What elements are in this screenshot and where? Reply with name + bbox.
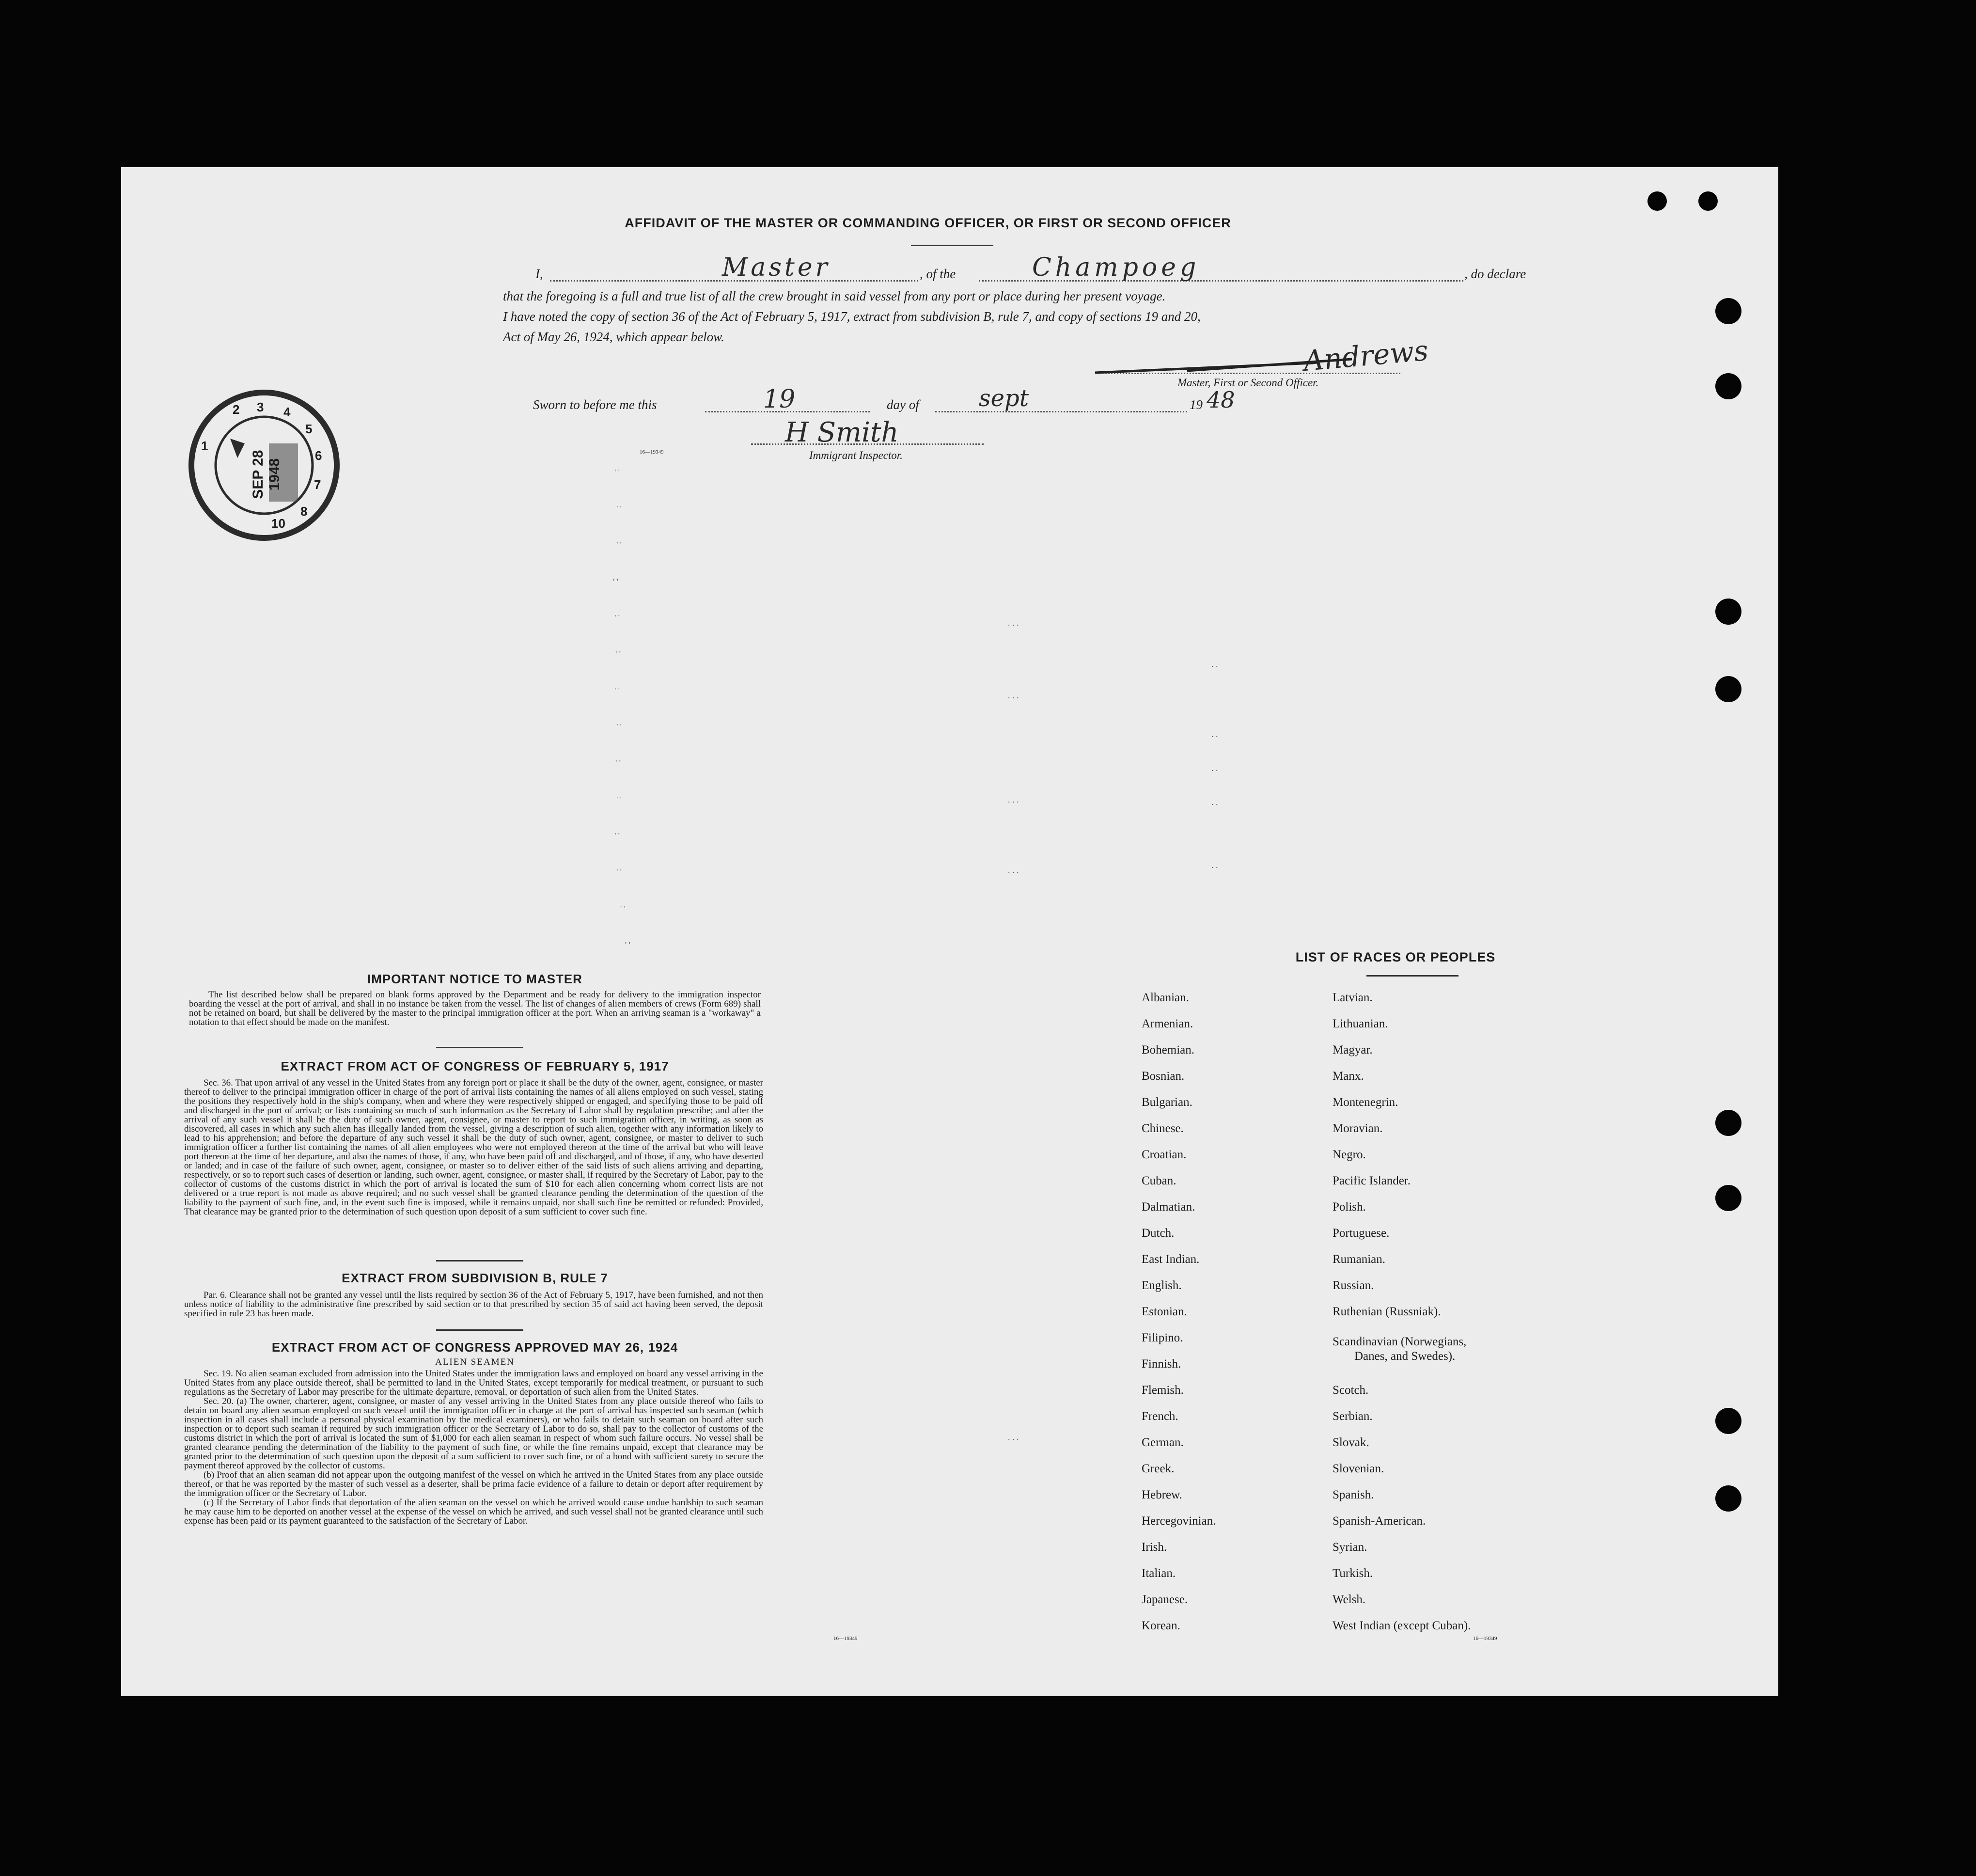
sworn-day: 19 — [763, 385, 796, 414]
sworn-prefix: Sworn to before me this — [533, 397, 657, 412]
race-item: Welsh. — [1333, 1593, 1366, 1606]
affidavit-line2: that the foregoing is a full and true list of all the crew brought in said vessel from any port or place during her present voyage. — [503, 289, 1166, 303]
race-item: Korean. — [1142, 1619, 1180, 1632]
race-item: Ruthenian (Russniak). — [1333, 1305, 1441, 1318]
race-item: Lithuanian. — [1333, 1017, 1388, 1030]
stamp-digit: 3 — [257, 400, 264, 414]
race-item: Russian. — [1333, 1279, 1374, 1292]
race-item: Polish. — [1333, 1200, 1366, 1214]
rule7-text: Par. 6. Clearance shall not be granted any vessel until the lists required by section 36 of the Act of February 5, 1917, have been furnished, and not then unless notice of liability to the administrative fine prescribed by said section or to that prescribed by section 35 of said act having been served, the deposit specified in rule 23 has been made. — [184, 1290, 763, 1319]
race-item: Dutch. — [1142, 1227, 1175, 1240]
race-item: Spanish. — [1333, 1488, 1374, 1501]
sworn-line — [121, 385, 1778, 426]
punch-hole — [1698, 191, 1718, 211]
filled-name: Master — [722, 253, 831, 282]
punch-hole — [1715, 298, 1741, 324]
extract-1924-title: EXTRACT FROM ACT OF CONGRESS APPROVED MAY 26, 1924 — [271, 1340, 678, 1355]
race-item: Turkish. — [1333, 1567, 1373, 1580]
punch-hole — [1715, 676, 1741, 702]
race-item: Finnish. — [1142, 1357, 1181, 1371]
manifest-page: AFFIDAVIT OF THE MASTER OR COMMANDING OFFICER, OR FIRST OR SECOND OFFICER I, Master , of the Champoeg , do declare that the foregoing is a full and true list of all the crew brought in said vessel from any port or place during her present voyage. I have noted the copy of section 36 of the Act of February 5, 1917, extract from subdivision B, rule 7, and copy of sections 19 and 20, Act of May 26, 1924, which appear below. Andrews Master, First or Second Officer. Sworn to before me this 19 day of sept 19 48 H Smith 16—19349 Immigrant Inspector. SEP 28 1948 3 4 5 6 7 8 10 2 1 ' ' ' ' ' ' ' ' ' ' ' ' ' ' ' ' ' ' ' ' ' ' ' ' ' ' ' ' . . . . . . . . . . . . . . . . . . . . . . . . . IMPORTANT NOTICE TO MASTER The list described below shall be prepared on blank forms approved by the Department and be ready for delivery to the immigration inspector boarding the vessel at the port of arrival, and shall in no instance be taken from the vessel. The list of changes of alien members of crews (Form 689) shall not be retained on board, but shall be delivered by the master to the principal immigration officer at the port. When an arriving seaman is a "workaway" a notation to that effect should be made on the manifest. EXTRACT FROM ACT OF CONGRESS OF FEBRUARY 5, 1917 Sec. 36. That upon arrival of any vessel in the United States from any foreign port or place it shall be the duty of the owner, agent, consignee, or master thereof to deliver to the principal immigration officer in charge of the port of arrival lists containing the names of all aliens employed on such vessel, stating the positions they respectively hold in the ship's company, when and where they were respectively shipped or engaged, and specifying those to be paid off and discharged in the port of arrival; or lists containing so much of such information as the Secretary of Labor shall by regulation prescribe; and after the arrival of any such vessel it shall be the duty of such owner, agent, consignee, or master to report to such immigration officer, in writing, as soon as discovered, all cases in which any such alien has illegally landed from the vessel, giving a description of such alien, together with any information likely to lead to his apprehension; and before the departure of any such vessel it shall be the duty of such owner, agent, consignee, or master to deliver to such immigration officer a further list containing the names of all alien employees who were not employed thereon at the time of the arrival but who will leave port thereon at the time of her departure, and also the names of those, if any, who have been paid off and discharged, and of those, if any, who have deserted or landed; and in case of the failure of such owner, agent, consignee, or master so to deliver either of the said lists of such aliens arriving and departing, respectively, or so to report such cases of desertion or landing, such owner, agent, consignee, or master shall, if required by the Secretary of Labor, pay to the collector of customs of the customs district in which the port of arrival is located the sum of $10 for each alien concerning whom correct lists are not delivered or a true report is not made as above required; and no such vessel shall be granted clearance pending the determination of the question of the liability to the payment of such fine, and, in the event such fine is imposed, while it remains unpaid, nor shall such fine be remitted or refunded: Provided, That clearance may be granted prior to the determination of such question upon deposit of a sum sufficient to cover such fine. EXTRACT FROM SUBDIVISION B, RULE 7 Par. 6. Clearance shall not be granted any vessel until the lists required by section 36 of the Act of February 5, 1917, have been furnished, and not then unless notice of liability to the administrative fine prescribed by said section or to that prescribed by section 35 of said act having been served, the deposit specified in rule 23 has been made. EXTRACT FROM ACT OF CONGRESS APPROVED MAY 26, 1924 ALIEN SEAMEN Sec. 19. No alien seaman excluded from admission into the United States under the immigration laws and employed on board any vessel arriving in the United States from any place outside thereof, shall be permitted to land in the United States, except temporarily for medical treatment, or pursuant to such regulations as the Secretary of Labor may prescribe for the ultimate departure, removal, or deportation of such alien from the United States. Sec. 20. (a) The owner, charterer, agent, consignee, or master of any vessel arriving in the United States from any place outside thereof who fails to detain on board any alien seaman employed on such vessel until the immigration officer in charge at the port of arrival has inspected such seaman (which inspection in all cases shall include a personal physical examination by the medical examiners), or who fails to detain such seaman on board after such inspection or to deport such seaman if required by such immigration officer or the Secretary of Labor to do so, shall pay to the collector of customs of the customs district in which the port of arrival is located the sum of $1,000 for each alien seaman in respect of whom such failure occurs. No vessel shall be granted clearance pending the determination of the liability to the payment of such fine, or while the fine remains unpaid, except that clearance may be granted prior to the determination of such question upon the deposit of a sum sufficient to cover such fine, or of a bond with sufficient surety to secure the payment thereof approved by the collector of customs. (b) Proof that an alien seaman did not appear upon the outgoing manifest of the vessel on which he arrived in the United States from any place outside thereof, or that he was reported by the master of such vessel as a deserter, shall be prima facie evidence of a failure to detain or deport after requirement by the immigration officer or the Secretary of Labor. (c) If the Secretary of Labor finds that deportation of the alien seaman on the vessel on which he arrived would cause undue hardship to such seaman he may cause him to be deported on another vessel at the expense of the vessel on which he arrived, and such vessel shall not be granted clearance until such expense has been paid or its payment guaranteed to the satisfaction of the Secretary of Labor. 16—19349 LIST OF RACES OR PEOPLES Albanian. Armenian. Bohemian. Bosnian. Bulgarian. Chinese. Croatian. Cuban. Dalmatian. Dutch. East Indian. English. Estonian. Filipino. Finnish. Flemish. French. German. Greek. Hebrew. Hercegovinian. Irish. Italian. Japanese. Korean. Latvian. Lithuanian. Magyar. Manx. Montenegrin. Moravian. Negro. Pacific Islander. Polish. Portuguese. Rumanian. Russian. Ruthenian (Russniak). Scandinavian (Norwegians, Danes, and Swedes). Scotch. Serbian. Slovak. Slovenian. Spanish. Spanish-American. Syrian. Turkish. Welsh. West Indian (except Cuban). 16—19349 — [121, 167, 1778, 1696]
notice-text: The list described below shall be prepared on blank forms approved by the Department and be ready for delivery to the immigration inspector boarding the vessel at the port of arrival, and shall in no instance be taken from the vessel. The list of changes of alien members of crews (Form 689) shall not be retained on board, but shall be delivered by the master to the principal immigration officer at the port. When an arriving seaman is a "workaway" a notation to that effect should be made on the manifest. — [189, 990, 761, 1027]
race-item: Rumanian. — [1333, 1253, 1386, 1266]
race-item: English. — [1142, 1279, 1182, 1292]
extract-1917-text: Sec. 36. That upon arrival of any vessel in the United States from any foreign port or place it shall be the duty of the owner, agent, consignee, or master thereof to deliver to the principal immigration officer in charge of the port of arrival lists containing the names of all aliens employed on such vessel, stating the positions they respectively hold in the ship's company, when and where they were respectively shipped or engaged, and specifying those to be paid off and discharged in the port of arrival; or lists containing so much of such information as the Secretary of Labor shall by regulation prescribe; and after the arrival of any such vessel it shall be the duty of such owner, agent, consignee, or master to report to such immigration officer, in writing, as soon as discovered, all cases in which any such alien has illegally landed from the vessel, giving a description of such alien, together with any information likely to lead to his apprehension; and before the departure of any such vessel it shall be the duty of such owner, agent, consignee, or master to deliver to such immigration officer a further list containing the names of all alien employees who were not employed thereon at the time of the arrival but who will leave port thereon at the time of her departure, and also the names of those, if any, who have been paid off and discharged, and of those, if any, who have deserted or landed; and in case of the failure of such owner, agent, consignee, or master so to deliver either of the said lists of such aliens arriving and departing, respectively, or so to report such cases of desertion or landing, such owner, agent, consignee, or master shall, if required by the Secretary of Labor, pay to the collector of customs of the customs district in which the port of arrival is located the sum of $10 for each alien concerning whom correct lists are not delivered or a true report is not made as above required; and no such vessel shall be granted clearance pending the determination of the question of the liability to the payment of such fine, and, in the event such fine is imposed, while it remains unpaid, nor shall such fine be remitted or refunded: Provided, That clearance may be granted prior to the determination of such question upon deposit of a sum sufficient to cover such fine. — [184, 1078, 763, 1217]
extract-1917-title: EXTRACT FROM ACT OF CONGRESS OF FEBRUARY 5, 1917 — [281, 1059, 669, 1073]
race-item: Irish. — [1142, 1541, 1167, 1554]
race-item: Bosnian. — [1142, 1070, 1185, 1083]
signature-caption: Master, First or Second Officer. — [1177, 377, 1319, 389]
immigration-date-stamp — [184, 385, 344, 545]
race-item: Estonian. — [1142, 1305, 1187, 1318]
race-item: Danes, and Swedes). — [1354, 1350, 1456, 1363]
race-item: Hebrew. — [1142, 1488, 1182, 1501]
race-item: Filipino. — [1142, 1331, 1183, 1344]
race-item: East Indian. — [1142, 1253, 1200, 1266]
race-item: Serbian. — [1333, 1410, 1373, 1423]
stamp-digit: 7 — [314, 477, 321, 492]
stamp-digit: 10 — [271, 516, 285, 531]
punch-hole — [1715, 1185, 1741, 1211]
race-item: Scotch. — [1333, 1384, 1369, 1397]
title-rule — [911, 245, 993, 246]
race-item: Hercegovinian. — [1142, 1514, 1216, 1528]
race-item: Negro. — [1333, 1148, 1366, 1161]
race-item: Moravian. — [1333, 1122, 1383, 1135]
punch-hole — [1715, 1110, 1741, 1136]
race-item: French. — [1142, 1410, 1178, 1423]
race-item: Dalmatian. — [1142, 1200, 1195, 1214]
notice-title: IMPORTANT NOTICE TO MASTER — [367, 972, 582, 986]
race-item: Greek. — [1142, 1462, 1175, 1475]
month-blank — [935, 411, 1187, 412]
punch-hole — [1715, 1408, 1741, 1434]
inspector-signature: H Smith — [785, 417, 899, 448]
master-signature: Andrews — [1302, 333, 1430, 378]
race-item: Japanese. — [1142, 1593, 1188, 1606]
race-item: Pacific Islander. — [1333, 1174, 1411, 1187]
race-item: Syrian. — [1333, 1541, 1367, 1554]
race-item: Latvian. — [1333, 991, 1373, 1004]
race-item: Bulgarian. — [1142, 1096, 1192, 1109]
extract-1924-body — [184, 1369, 763, 1526]
sworn-year-prefix: 19 — [1190, 397, 1203, 412]
punch-hole — [1715, 373, 1741, 399]
race-item: Flemish. — [1142, 1384, 1184, 1397]
sworn-month: sept — [979, 385, 1029, 412]
inspector-blank — [751, 443, 984, 445]
race-item: Slovak. — [1333, 1436, 1369, 1449]
races-title: LIST OF RACES OR PEOPLES — [1295, 950, 1496, 964]
stamp-date: SEP 28 1948 — [250, 450, 282, 499]
affidavit-line1-prefix: I, — [535, 267, 543, 281]
stamp-digit: 8 — [300, 504, 308, 519]
punch-hole — [1715, 1485, 1741, 1512]
race-item: Armenian. — [1142, 1017, 1193, 1030]
rule7-rule — [436, 1329, 523, 1331]
race-item: West Indian (except Cuban). — [1333, 1619, 1471, 1632]
punch-hole — [1647, 191, 1667, 211]
extract-1924-subtitle: ALIEN SEAMEN — [435, 1357, 515, 1367]
stamp-digit: 6 — [315, 448, 322, 463]
race-item: Montenegrin. — [1333, 1096, 1398, 1109]
affidavit-line1-mid: , of the — [920, 267, 956, 281]
rule7-title: EXTRACT FROM SUBDIVISION B, RULE 7 — [342, 1271, 608, 1285]
extract-1917-rule — [436, 1260, 523, 1261]
affidavit-line1-suffix: , do declare — [1464, 267, 1526, 281]
affidavit-title: AFFIDAVIT OF THE MASTER OR COMMANDING OFFICER, OR FIRST OR SECOND OFFICER — [625, 216, 1231, 230]
notice-rule — [436, 1047, 523, 1048]
race-item: Croatian. — [1142, 1148, 1187, 1161]
race-item: Manx. — [1333, 1070, 1364, 1083]
race-item: Magyar. — [1333, 1043, 1373, 1056]
stamp-digit: 2 — [233, 402, 240, 417]
race-item: Scandinavian (Norwegians, — [1333, 1335, 1467, 1348]
race-item: Chinese. — [1142, 1122, 1184, 1135]
affidavit-form-number: 16—19349 — [640, 449, 664, 455]
stamp-digit: 5 — [305, 422, 313, 436]
affidavit-line3: I have noted the copy of section 36 of the Act of February 5, 1917, extract from subdivision B, rule 7, and copy of sections 19 and 20, — [503, 309, 1201, 324]
inspector-caption: Immigrant Inspector. — [809, 449, 903, 461]
affidavit-line4: Act of May 26, 1924, which appear below. — [503, 330, 724, 344]
sec20b-text: (b) Proof that an alien seaman did not appear upon the outgoing manifest of the vessel on which he arrived in the United States from any place outside thereof, or that he was reported by the master of such vessel as a deserter, shall be prima facie evidence of a failure to detain or deport after requirement by the immigration officer or the Secretary of Labor. — [184, 1470, 763, 1498]
stamp-digit: 1 — [201, 439, 208, 453]
race-item: Italian. — [1142, 1567, 1176, 1580]
sworn-day-label: day of — [887, 397, 919, 412]
sworn-year: 48 — [1207, 387, 1235, 413]
punch-hole — [1715, 599, 1741, 625]
race-item: Slovenian. — [1333, 1462, 1384, 1475]
signature-blank — [1100, 373, 1400, 374]
race-item: Albanian. — [1142, 991, 1189, 1004]
races-form-number: 16—19349 — [1473, 1636, 1497, 1641]
stamp-digit: 4 — [283, 405, 291, 419]
filled-vessel: Champoeg — [1032, 253, 1200, 282]
sec19-text: Sec. 19. No alien seaman excluded from admission into the United States under the immigration laws and employed on board any vessel arriving in the United States from any place outside thereof, shall be permitted to land in the United States, except temporarily for medical treatment, or pursuant to such regulations as the Secretary of Labor may prescribe for the ultimate departure, removal, or deportation of such alien from the United States. — [184, 1369, 763, 1397]
race-item: Cuban. — [1142, 1174, 1176, 1187]
extract-1924-form-number: 16—19349 — [833, 1636, 858, 1641]
races-rule — [1366, 975, 1458, 977]
affidavit-statement — [121, 253, 1778, 363]
sec20c-text: (c) If the Secretary of Labor finds that deportation of the alien seaman on the vessel on which he arrived would cause undue hardship to such seaman he may cause him to be deported on another vessel at the expense of the vessel on which he arrived, and such vessel shall not be granted clearance until such expense has been paid or its payment guaranteed to the satisfaction of the Secretary of Labor. — [184, 1498, 763, 1526]
race-item: German. — [1142, 1436, 1184, 1449]
sec20a-text: Sec. 20. (a) The owner, charterer, agent, consignee, or master of any vessel arriving in the United States from any place outside thereof who fails to detain on board any alien seaman employed on such vessel until the immigration officer in charge at the port of arrival has inspected such seaman (which inspection in all cases shall include a personal physical examination by the medical examiners), or who fails to detain such seaman on board after such inspection or to deport such seaman if required by such immigration officer or the Secretary of Labor to do so, shall pay to the collector of customs of the customs district in which the port of arrival is located the sum of $1,000 for each alien seaman in respect of whom such failure occurs. No vessel shall be granted clearance pending the determination of the liability to the payment of such fine, or while the fine remains unpaid, except that clearance may be granted prior to the determination of such question upon the deposit of a sum sufficient to cover such fine, or of a bond with sufficient surety to secure the payment thereof approved by the collector of customs. — [184, 1396, 763, 1471]
race-item: Bohemian. — [1142, 1043, 1195, 1056]
race-item: Spanish-American. — [1333, 1514, 1426, 1528]
race-item: Portuguese. — [1333, 1227, 1390, 1240]
